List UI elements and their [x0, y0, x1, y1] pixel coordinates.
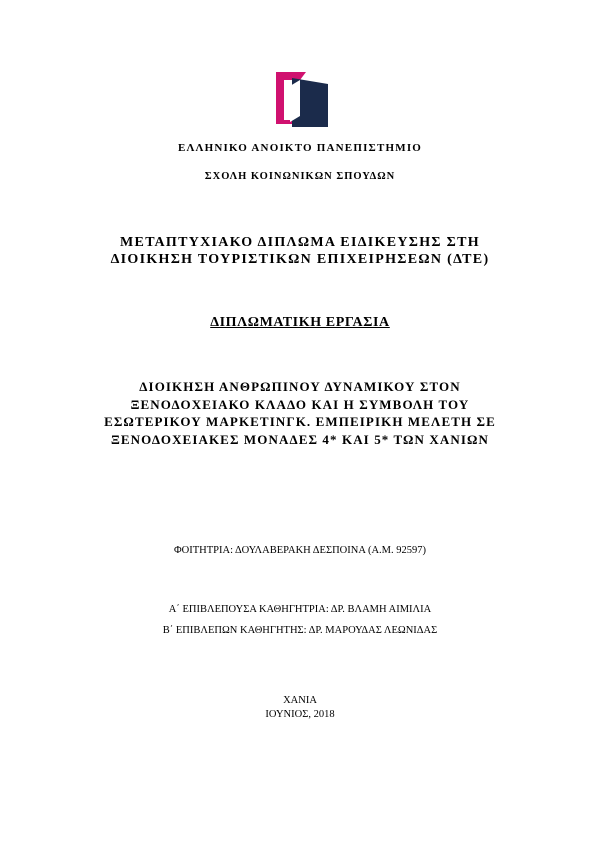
city: ΧΑΝΙΑ	[283, 695, 317, 706]
document-type: ΔΙΠΛΩΜΑΤΙΚΗ ΕΡΓΑΣΙΑ	[210, 315, 390, 330]
school-name: ΣΧΟΛΗ ΚΟΙΝΩΝΙΚΩΝ ΣΠΟΥΔΩΝ	[204, 171, 396, 182]
university-logo-icon	[276, 72, 330, 128]
first-supervisor: Α΄ ΕΠΙΒΛΕΠΟΥΣΑ ΚΑΘΗΓΗΤΡΙΑ: ΔΡ. ΒΛΑΜΗ ΑΙΜΙΛΙΑ	[168, 604, 432, 615]
program-line-2: ΔΙΟΙΚΗΣΗ ΤΟΥΡΙΣΤΙΚΩΝ ΕΠΙΧΕΙΡΗΣΕΩΝ (ΔΤΕ)	[110, 252, 490, 267]
logo-magenta-top	[276, 72, 306, 80]
second-supervisor: Β΄ ΕΠΙΒΛΕΠΩΝ ΚΑΘΗΓΗΤΗΣ: ΔΡ. ΜΑΡΟΥΔΑΣ ΛΕΩΝΙΔΑΣ	[162, 625, 438, 636]
logo-white-page	[290, 80, 300, 122]
program-title	[0, 234, 600, 268]
date: ΙΟΥΝΙΟΣ, 2018	[265, 709, 335, 720]
student-line: ΦΟΙΤΗΤΡΙΑ: ΔΟΥΛΑΒΕΡΑΚΗ ΔΕΣΠΟΙΝΑ (Α.Μ. 92597)	[173, 545, 426, 556]
university-name: ΕΛΛΗΝΙΚΟ ΑΝΟΙΚΤΟ ΠΑΝΕΠΙΣΤΗΜΙΟ	[177, 142, 423, 154]
program-line-1: ΜΕΤΑΠΤΥΧΙΑΚΟ ΔΙΠΛΩΜΑ ΕΙΔΙΚΕΥΣΗΣ ΣΤΗ	[120, 235, 480, 250]
thesis-title: ΔΙΟΙΚΗΣΗ ΑΝΘΡΩΠΙΝΟΥ ΔΥΝΑΜΙΚΟΥ ΣΤΟΝ ΞΕΝΟΔΟΧΕΙΑΚΟ ΚΛΑΔΟ ΚΑΙ Η ΣΥΜΒΟΛΗ ΤΟΥ ΕΣΩΤΕΡΙΚΟΥ ΜΑΡΚΕΤΙΝΓΚ. ΕΜΠΕΙΡΙΚΗ ΜΕΛΕΤΗ ΣΕ ΞΕΝΟΔΟΧΕΙΑΚΕΣ ΜΟΝΑΔΕΣ 4* ΚΑΙ 5* ΤΩΝ ΧΑΝΙΩΝ	[104, 379, 496, 447]
